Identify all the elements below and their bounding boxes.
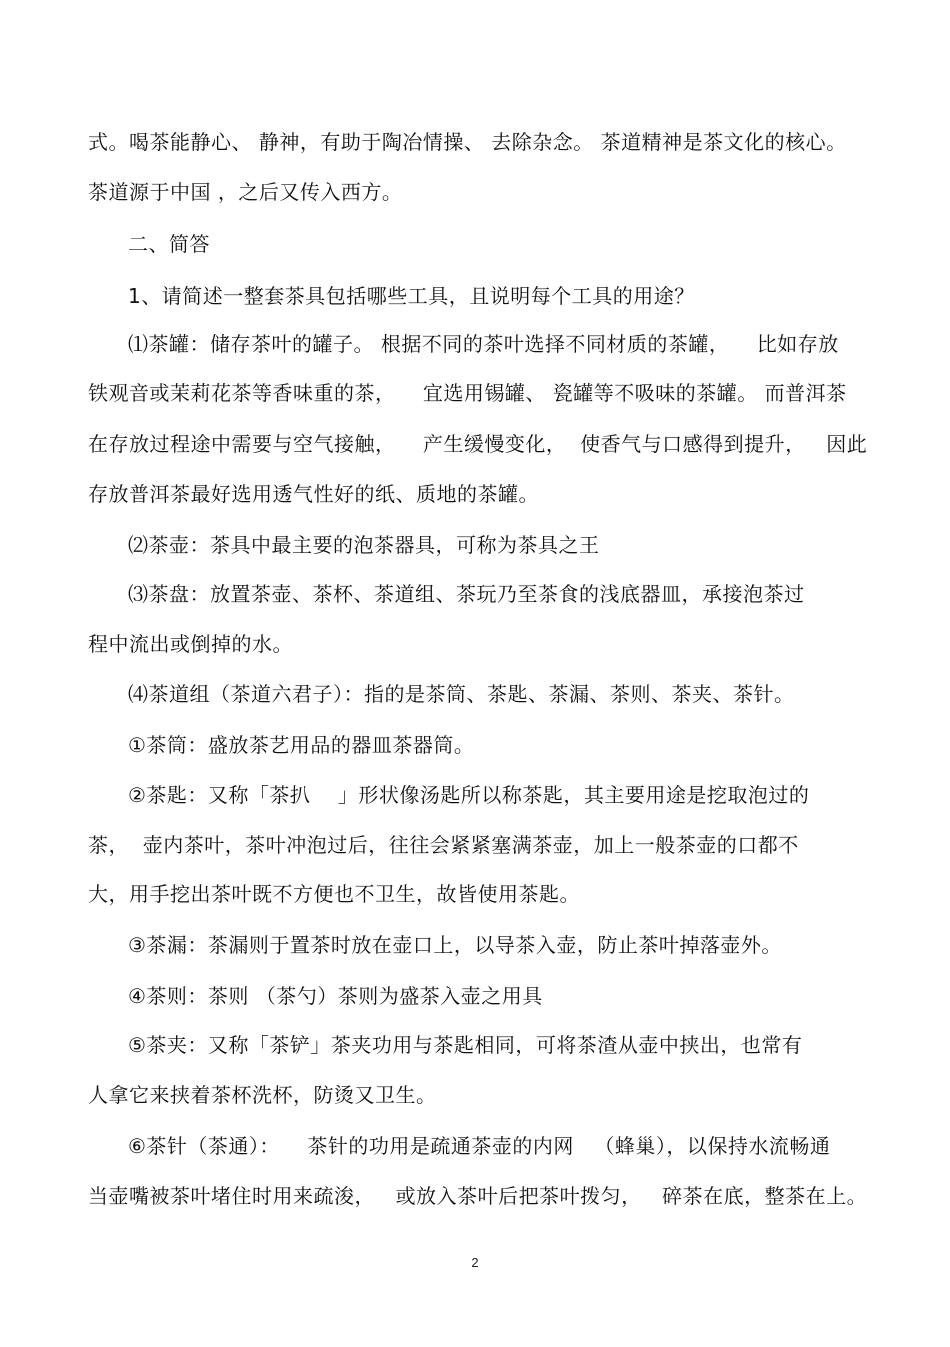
paragraph-line: ①茶筒：盛放茶艺用品的器皿茶器筒。 [128, 733, 475, 757]
paragraph-line: ⑤茶夹：又称「茶铲」茶夹功用与茶匙相同，可将茶渣从壶中挟出，也常有 [128, 1033, 803, 1057]
paragraph-line: ④茶则：茶则 （茶勺）茶则为盛茶入壶之用具 [128, 984, 543, 1008]
paragraph-line: 大，用手挖出茶叶既不方便也不卫生，故皆使用茶匙。 [88, 882, 580, 906]
paragraph-line: 人拿它来挟着茶杯洗杯，防烫又卫生。 [88, 1083, 437, 1107]
paragraph-line: 存放普洱茶最好选用透气性好的纸、质地的茶罐。 [88, 482, 539, 506]
question-heading: 1、请简述一整套茶具包括哪些工具，且说明每个工具的用途？ [128, 284, 695, 308]
paragraph-line: ③茶漏：茶漏则于置茶时放在壶口上，以导茶入壶，防止茶叶掉落壶外。 [128, 933, 782, 957]
paragraph-line: ⑷茶道组（茶道六君子）：指的是茶筒、茶匙、茶漏、茶则、茶夹、茶针。 [128, 682, 795, 706]
paragraph-line: 式。喝茶能静心、 静神，有助于陶冶情操、 去除杂念。 茶道精神是茶文化的核心。 [88, 130, 847, 154]
paragraph-line: 茶， 壶内茶叶，茶叶冲泡过后，往往会紧紧塞满茶壶，加上一般茶壶的口都不 [88, 833, 799, 857]
section-heading: 二、简答 [128, 232, 210, 256]
page-number: 2 [471, 1255, 479, 1270]
paragraph-line: ②茶匙：又称「茶扒 」形状像汤匙所以称茶匙，其主要用途是挖取泡过的 [128, 783, 810, 807]
paragraph-line: ⑶茶盘：放置茶壶、茶杯、茶道组、茶玩乃至茶食的浅底器皿，承接泡茶过 [128, 582, 805, 606]
paragraph-line: 程中流出或倒掉的水。 [88, 632, 293, 656]
paragraph-line: 当壶嘴被茶叶堵住时用来疏浚， 或放入茶叶后把茶叶拨匀， 碎茶在底，整茶在上。 [88, 1184, 868, 1208]
paragraph-line: 铁观音或茉莉花茶等香味重的茶， 宜选用锡罐、 瓷罐等不吸味的茶罐。 而普洱茶 [88, 381, 847, 405]
paragraph-line: ⑵茶壶：茶具中最主要的泡茶器具，可称为茶具之王 [128, 533, 600, 557]
paragraph-line: 在存放过程途中需要与空气接触， 产生缓慢变化， 使香气与口感得到提升， 因此 [88, 432, 868, 456]
paragraph-line: 茶道源于中国 ，之后又传入西方。 [88, 180, 403, 204]
paragraph-line: ⑥茶针（茶通）： 茶针的功用是疏通茶壶的内网 （蜂巢），以保持水流畅通 [128, 1134, 831, 1158]
paragraph-line: ⑴茶罐：储存茶叶的罐子。 根据不同的茶叶选择不同材质的茶罐， 比如存放 [128, 332, 839, 356]
